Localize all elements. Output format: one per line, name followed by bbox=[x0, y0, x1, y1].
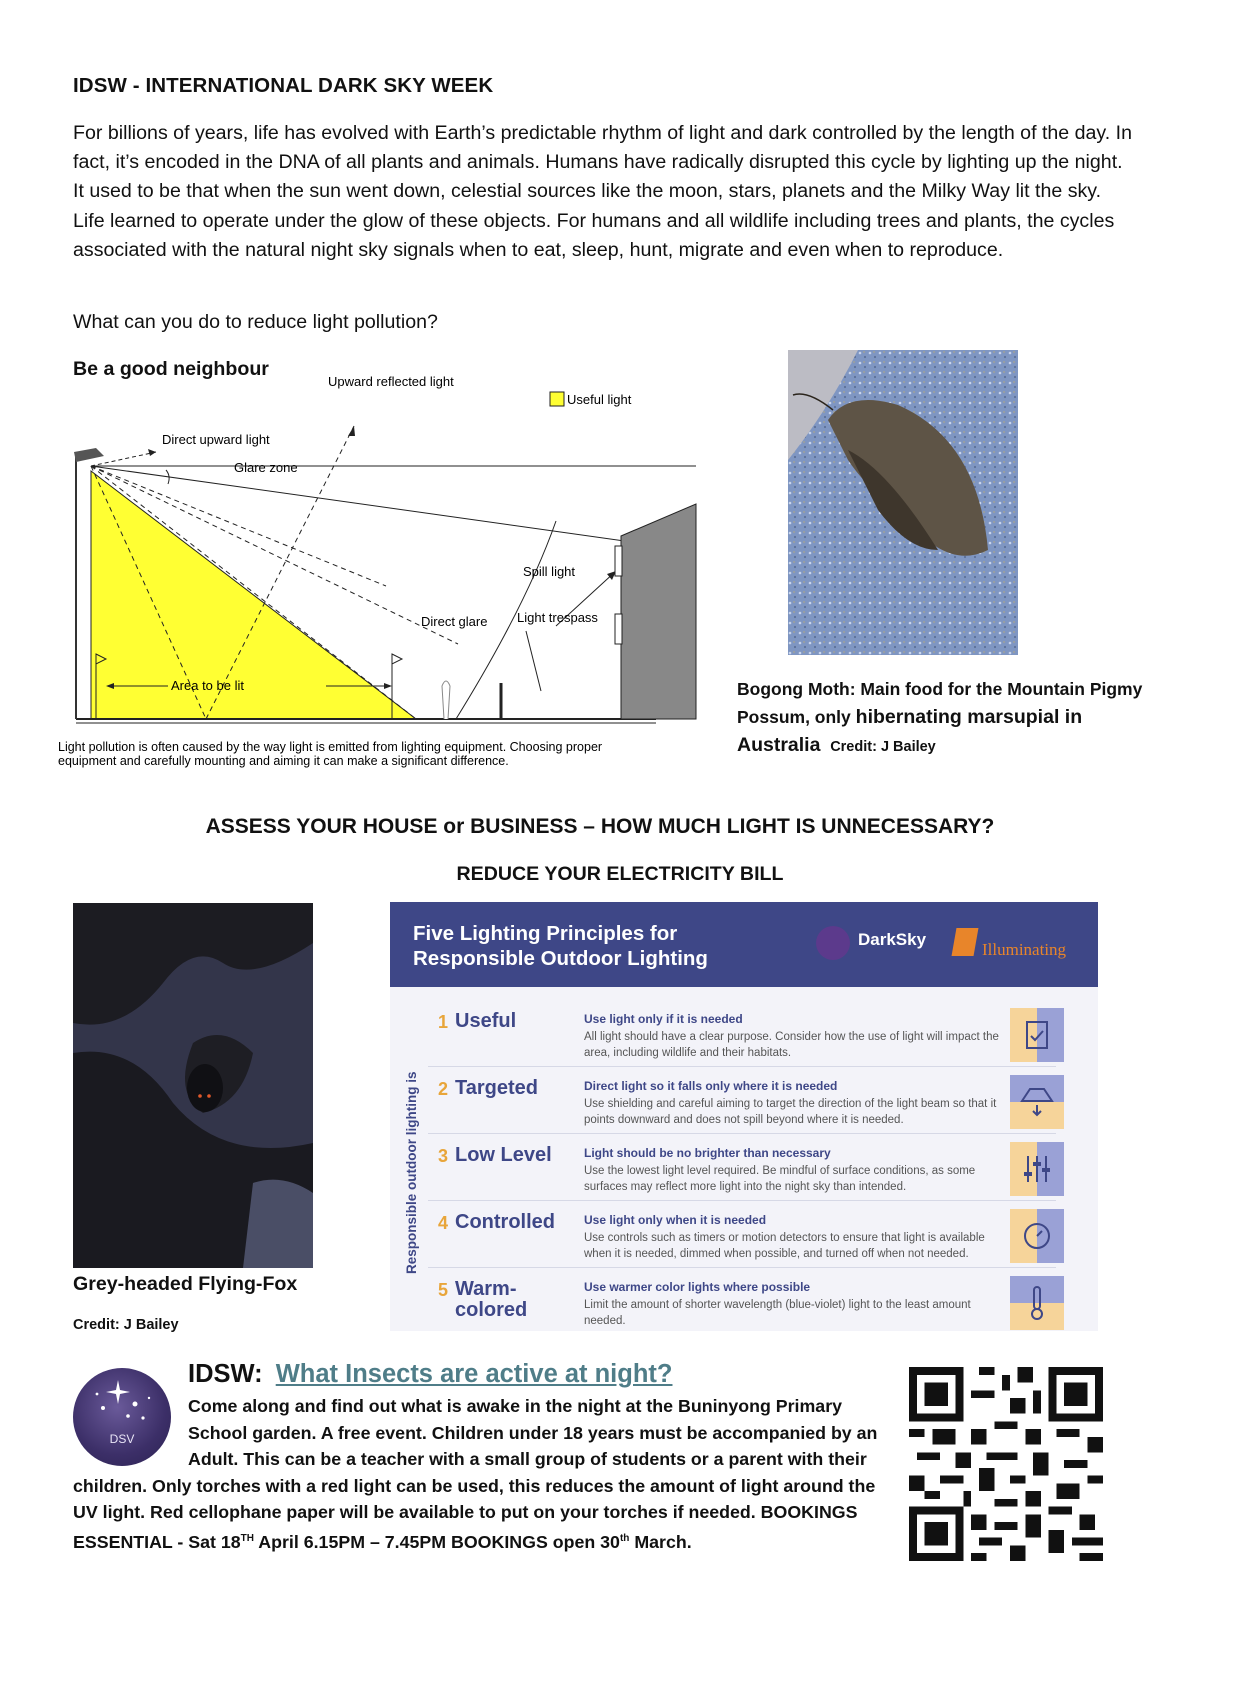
principle-row bbox=[428, 1067, 1096, 1134]
principle-desc: Use the lowest light level required. Be mindful of surface conditions, as some surfaces may reflect more light into the night sky than intended. bbox=[584, 1165, 976, 1193]
diagram-label-glare-zone: Glare zone bbox=[234, 460, 298, 475]
panel-header bbox=[390, 902, 1098, 987]
vertical-label: Responsible outdoor lighting is bbox=[404, 1071, 419, 1274]
darksky-label: DarkSky bbox=[858, 930, 927, 949]
moth-caption-emphasis: hibernating marsupial in Australia bbox=[737, 706, 1083, 756]
illuminating-logo-icon bbox=[952, 928, 979, 956]
principle-head: Use light only when it is needed bbox=[584, 1213, 767, 1227]
principle-name: Low Level bbox=[455, 1144, 552, 1166]
event-link[interactable]: What Insects are active at night? bbox=[275, 1360, 673, 1388]
principle-desc: All light should have a clear purpose. Consider how the use of light will impact the area, including wildlife and their habitats. bbox=[584, 1031, 999, 1059]
panel-title bbox=[413, 921, 708, 971]
principle-number: 1 bbox=[438, 1012, 449, 1032]
diagram-label-direct-glare: Direct glare bbox=[421, 614, 488, 629]
event-title bbox=[188, 1360, 672, 1389]
principle-name: Targeted bbox=[455, 1077, 538, 1099]
dimmer-sliders-icon bbox=[1010, 1142, 1064, 1196]
principle-desc: Use shielding and careful aiming to target the direction of the light beam so that it points downward and does not spill beyond where it is needed. bbox=[584, 1098, 997, 1126]
thermometer-icon bbox=[1010, 1276, 1064, 1330]
principle-number: 4 bbox=[438, 1213, 449, 1233]
neighbour-heading: Be a good neighbour bbox=[73, 358, 269, 380]
assess-heading: ASSESS YOUR HOUSE or BUSINESS – HOW MUCH LIGHT IS UNNECESSARY? bbox=[205, 815, 995, 838]
diagram-label-direct-upward: Direct upward light bbox=[162, 432, 270, 447]
question-text: What can you do to reduce light pollution? bbox=[73, 311, 438, 333]
principle-row bbox=[428, 1000, 1096, 1067]
principle-name: Warm-colored bbox=[455, 1278, 528, 1321]
diagram-label-useful-light: Useful light bbox=[567, 392, 632, 407]
event-body-3: March. bbox=[629, 1531, 692, 1552]
fox-credit: Credit: J Bailey bbox=[73, 1317, 179, 1333]
diagram-label-spill-light: Spill light bbox=[523, 564, 576, 579]
light-pollution-diagram bbox=[56, 374, 714, 778]
event-description bbox=[73, 1393, 888, 1555]
reduce-heading: REDUCE YOUR ELECTRICITY BILL bbox=[456, 863, 784, 885]
principle-desc: Limit the amount of shorter wavelength (blue-violet) light to the least amount needed. bbox=[584, 1299, 971, 1327]
principle-head: Use warmer color lights where possible bbox=[584, 1280, 811, 1294]
principle-number: 3 bbox=[438, 1146, 449, 1166]
moth-caption bbox=[737, 675, 1157, 761]
diagram-caption-1: Light pollution is often caused by the way light is emitted from lighting equipment. Choosing proper bbox=[58, 740, 603, 754]
timer-icon bbox=[1010, 1209, 1064, 1263]
qr-code-icon[interactable] bbox=[909, 1367, 1103, 1561]
principle-name: Controlled bbox=[455, 1211, 555, 1233]
illuminating-label: Illuminating bbox=[982, 940, 1067, 959]
principle-head: Light should be no brighter than necessary bbox=[584, 1146, 831, 1160]
flying-fox-photo bbox=[73, 903, 313, 1268]
diagram-label-light-trespass: Light trespass bbox=[517, 610, 598, 625]
page-heading: IDSW - INTERNATIONAL DARK SKY WEEK bbox=[73, 74, 494, 97]
diagram-caption-2: equipment and carefully mounting and aiming it can make a significant difference. bbox=[58, 754, 509, 768]
principle-number: 2 bbox=[438, 1079, 449, 1099]
principle-name: Useful bbox=[455, 1010, 517, 1032]
principle-row bbox=[428, 1268, 1096, 1335]
principle-head: Direct light so it falls only where it is needed bbox=[584, 1079, 838, 1093]
bogong-moth-photo bbox=[788, 350, 1018, 655]
dsv-logo-text: DSV bbox=[109, 1432, 135, 1446]
panel-title-line2: Responsible Outdoor Lighting bbox=[413, 947, 708, 970]
event-prefix: IDSW: bbox=[188, 1360, 263, 1388]
diagram-label-upward-reflected: Upward reflected light bbox=[328, 374, 454, 389]
principle-row bbox=[428, 1134, 1096, 1201]
principle-head: Use light only if it is needed bbox=[584, 1012, 743, 1026]
logo-indent-spacer bbox=[73, 1393, 188, 1468]
intro-paragraph: For billions of years, life has evolved with Earth’s predictable rhythm of light and dark controlled by the length of the day. In fact, it’s encoded in the DNA of all plants and animals. Humans have radically disrupted this cycle by lighting up the night. It used to be that when the sun went down, celestial sources like the moon, stars, planets and the Milky Way lit the sky. Life learned to operate under the glow of these objects. For humans and all wildlife including trees and plants, the cycles associated with the natural night sky signals when to eat, sleep, hunt, migrate and even when to reproduce. bbox=[73, 122, 1132, 261]
fox-caption: Grey-headed Flying-Fox bbox=[73, 1273, 298, 1295]
principle-number: 5 bbox=[438, 1280, 449, 1300]
event-body-2: April 6.15PM – 7.45PM BOOKINGS open 30 bbox=[254, 1531, 620, 1552]
moth-credit: Credit: J Bailey bbox=[830, 739, 936, 755]
event-body: Come along and find out what is awake in the night at the Buninyong Primary School garden. A free event. Children under 18 years must be accompanied by an Adult. This can be a teacher with a small group of students or a parent with their children. Only torches with a red light can be used, this reduces the amount of light around the UV light. Red cellophane paper will be available to put on your torches if needed. BOOKINGS ESSENTIAL - Sat 18 bbox=[73, 1396, 878, 1552]
clipboard-icon bbox=[1010, 1008, 1064, 1062]
darksky-logo-icon bbox=[816, 926, 850, 960]
event-sup-1: TH bbox=[240, 1532, 254, 1544]
lighting-principles-panel bbox=[390, 902, 1098, 1331]
shielded-light-icon bbox=[1010, 1075, 1064, 1129]
diagram-label-area-to-be-lit: Area to be lit bbox=[171, 678, 244, 693]
principle-desc: Use controls such as timers or motion detectors to ensure that light is available when it is needed, dimmed when possible, and turned off when not needed. bbox=[584, 1232, 985, 1260]
event-sup-2: th bbox=[619, 1532, 630, 1544]
principle-row bbox=[428, 1201, 1096, 1268]
panel-title-line1: Five Lighting Principles for bbox=[413, 922, 678, 945]
moth-caption-text: Bogong Moth: Main food for the Mountain Pigmy Possum, only bbox=[737, 679, 1143, 727]
